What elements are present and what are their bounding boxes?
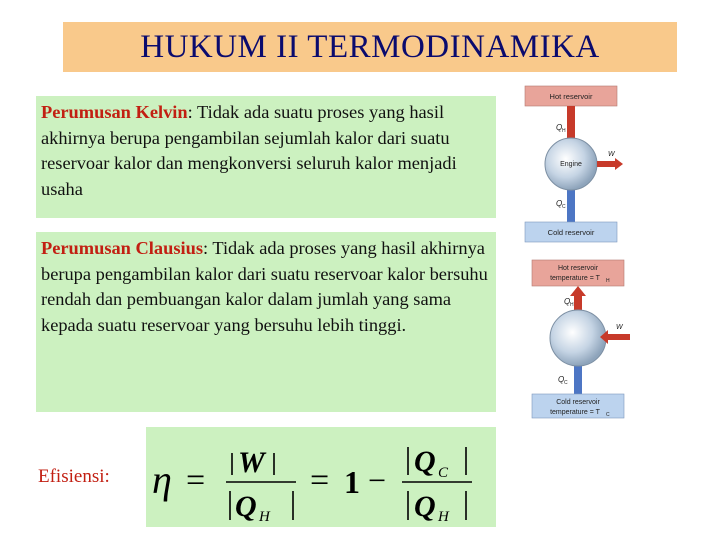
equals-sign-2: = bbox=[310, 462, 330, 499]
clausius-text: : Tidak ada proses yang hasil akhirnya berupa pengambilan kalor dari suatu reservoar kalor bersuhu rendah dan pembuangan kalor dalam jumlah yang sama kepada suatu reservoar yang bersuhu lebih tinggi. bbox=[41, 238, 488, 335]
heat-up-arrow-head bbox=[570, 286, 586, 296]
page-title: HUKUM II TERMODINAMIKA bbox=[140, 28, 600, 65]
kelvin-label: Perumusan Kelvin bbox=[41, 102, 188, 122]
clausius-statement-box bbox=[36, 232, 496, 412]
qc-subscript: C bbox=[562, 204, 566, 210]
heat-symbol: Q bbox=[414, 490, 436, 523]
subscript-h: H bbox=[438, 509, 449, 525]
hot-reservoir bbox=[532, 260, 624, 286]
engine-label: Engine bbox=[560, 161, 582, 168]
qc-label: Q bbox=[556, 199, 563, 208]
eta-symbol: η bbox=[152, 457, 172, 502]
hot-temperature-subscript: H bbox=[606, 278, 610, 284]
hot-reservoir-label: Hot reservoir bbox=[549, 92, 593, 101]
heat-symbol: Q bbox=[235, 490, 257, 523]
work-in-arrow bbox=[608, 334, 630, 340]
efficiency-label: Efisiensi: bbox=[38, 466, 110, 487]
refrigerator-wheel bbox=[550, 310, 606, 366]
work-arrow-head bbox=[615, 158, 623, 170]
work-out-arrow bbox=[597, 161, 615, 167]
qc-subscript: C bbox=[564, 380, 568, 386]
efficiency-formula-box bbox=[146, 427, 496, 527]
cold-reservoir-label: Cold reservoir bbox=[556, 399, 600, 406]
hot-reservoir-label: Hot reservoir bbox=[557, 265, 599, 272]
work-label: W bbox=[616, 324, 623, 331]
heat-symbol: Q bbox=[414, 445, 436, 478]
refrigerator-diagram bbox=[528, 258, 632, 420]
qh-subscript: H bbox=[562, 128, 566, 134]
number-one: 1 bbox=[344, 464, 360, 500]
kelvin-text: : Tidak ada suatu proses yang hasil akhirnya berupa pengambilan sejumlah kalor dari suatu reservoar kalor dan mengkonversi seluruh kalor menjadi usaha bbox=[41, 102, 457, 199]
work-label: W bbox=[608, 151, 615, 158]
cold-temperature-subscript: C bbox=[606, 412, 610, 418]
work-symbol: W bbox=[238, 446, 265, 479]
heat-engine-diagram bbox=[518, 84, 624, 244]
kelvin-statement-box bbox=[36, 96, 496, 218]
title-bar bbox=[63, 22, 677, 72]
cold-reservoir-label: Cold reservoir bbox=[547, 228, 595, 237]
subscript-h: H bbox=[259, 509, 270, 525]
qh-subscript: H bbox=[570, 302, 574, 308]
efficiency-formula bbox=[146, 427, 496, 527]
minus-sign: − bbox=[368, 462, 387, 498]
equals-sign-1: = bbox=[186, 462, 206, 499]
qc-label: Q bbox=[558, 375, 565, 384]
subscript-c: C bbox=[438, 465, 449, 481]
qh-label: Q bbox=[556, 123, 563, 132]
cold-temperature-label: temperature = T bbox=[550, 409, 600, 416]
qh-label: Q bbox=[564, 297, 571, 306]
clausius-label: Perumusan Clausius bbox=[41, 238, 203, 258]
hot-temperature-label: temperature = T bbox=[550, 275, 600, 282]
